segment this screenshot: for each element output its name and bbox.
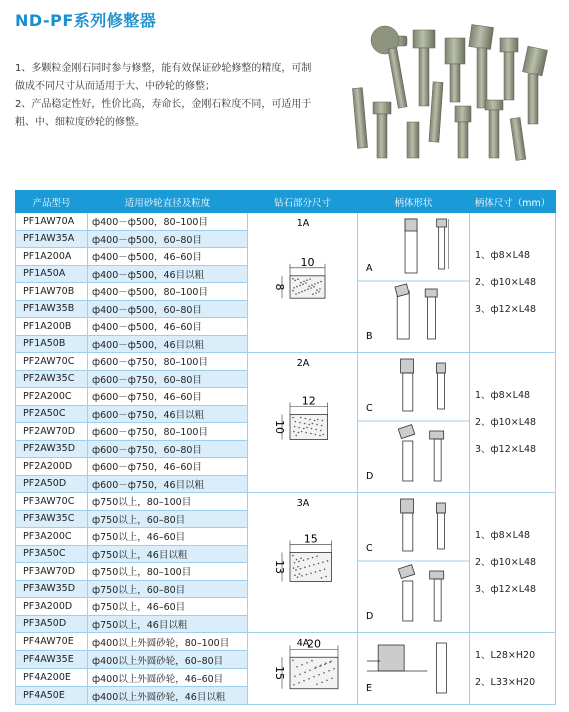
diamond-grain: [296, 559, 298, 561]
handle-drawing-C: [366, 499, 445, 554]
diamond-grain: [326, 679, 328, 681]
diamond-grain: [318, 674, 320, 676]
model-cell: PF3AW70D: [16, 563, 88, 581]
model-cell: PF4A50E: [16, 687, 88, 705]
handle-size-cell: [470, 633, 556, 705]
diamond-grain: [299, 673, 301, 675]
handle-label: B: [366, 331, 373, 342]
diamond-grain: [317, 419, 319, 421]
diamond-grain: [323, 672, 325, 674]
diamond-grain: [298, 682, 300, 684]
diamond-grain: [310, 287, 312, 289]
diamond-grain: [330, 660, 332, 662]
model-cell: PF2AW35D: [16, 440, 88, 458]
model-cell: PF2AW70C: [16, 353, 88, 371]
handle-size: 3、ф12×L48: [475, 304, 537, 315]
diamond-grain: [322, 561, 324, 563]
diamond-grain: [296, 286, 298, 288]
model-cell: PF1AW35B: [16, 300, 88, 318]
diamond-grain: [313, 676, 315, 678]
grit-cell: ф600－ф750，80–100目: [88, 423, 248, 441]
diamond-grain: [292, 659, 294, 661]
diamond-grain: [309, 419, 311, 421]
diamond-grain: [313, 286, 315, 288]
diamond-size-cell: [248, 633, 358, 705]
handle-drawings: [358, 633, 470, 701]
model-cell: PF3A200D: [16, 598, 88, 616]
diamond-grain: [306, 662, 308, 664]
diamond-grain: [310, 572, 312, 574]
diamond-grain: [294, 280, 296, 282]
diamond-grain: [316, 289, 318, 291]
diamond-grain: [309, 669, 311, 671]
diamond-grain: [309, 278, 311, 280]
diamond-grain: [311, 284, 313, 286]
diamond-type-label: 2A: [296, 358, 310, 369]
model-cell: PF2A50D: [16, 475, 88, 493]
diamond-grain: [314, 420, 316, 422]
diamond-grain: [300, 282, 302, 284]
handle-drawings: [358, 493, 470, 629]
diamond-grain: [309, 565, 311, 567]
diamond-grain: [303, 680, 305, 682]
model-cell: PF2A200C: [16, 388, 88, 406]
grit-cell: ф400－ф500，60–80目: [88, 300, 248, 318]
handle-size: 1、L28×H20: [475, 649, 536, 661]
diamond-grain: [307, 288, 309, 290]
diamond-grain: [317, 282, 319, 284]
diamond-grain: [304, 290, 306, 292]
diamond-grain: [301, 575, 303, 577]
grit-cell: ф750以上，80–100目: [88, 493, 248, 511]
grit-cell: ф600－ф750，46目以粗: [88, 475, 248, 493]
diamond-grain: [322, 420, 324, 422]
diamond-block: [290, 553, 332, 582]
diamond-grain: [303, 559, 305, 561]
diamond-grain: [293, 567, 295, 569]
diamond-size-cell: [248, 493, 358, 633]
grit-cell: ф750以上，46–60目: [88, 528, 248, 546]
diamond-grain: [304, 567, 306, 569]
diamond-grain: [299, 285, 301, 287]
diamond-grain: [295, 435, 297, 437]
handle-size: 3、ф12×L48: [475, 444, 537, 455]
grit-cell: ф400以上外圆砂轮，60–80目: [88, 651, 248, 669]
diamond-grain: [304, 423, 306, 425]
handle-size: 1、ф8×L48: [475, 530, 531, 541]
diamond-grain: [327, 560, 329, 562]
diamond-grain: [292, 555, 294, 557]
diamond-grain: [300, 417, 302, 419]
grit-cell: ф750以上，60–80目: [88, 510, 248, 528]
diamond-grain: [295, 421, 297, 423]
diamond-grain: [315, 666, 317, 668]
diamond-grain: [297, 576, 299, 578]
header-handle-size: 柄体尺寸（mm）: [470, 191, 556, 213]
diamond-grain: [295, 293, 297, 295]
handle-size-cell: [470, 353, 556, 493]
diamond-grain: [312, 557, 314, 559]
table-header: [16, 191, 556, 213]
diamond-grain: [306, 427, 308, 429]
diamond-grain: [316, 555, 318, 557]
diamond-width-label: 12: [301, 394, 316, 408]
diamond-width-label: 10: [300, 255, 315, 269]
diamond-grain: [297, 566, 299, 568]
grit-cell: ф400－ф500，46–60目: [88, 318, 248, 336]
diamond-type-label: 3A: [296, 498, 310, 509]
diamond-grain: [305, 418, 307, 420]
diamond-width-label: 20: [307, 637, 321, 651]
handle-drawing-D: [358, 561, 470, 622]
grit-cell: ф400－ф500，60–80目: [88, 230, 248, 248]
diamond-grain: [294, 426, 296, 428]
grit-cell: ф600－ф750，46–60目: [88, 458, 248, 476]
handle-drawings: [358, 353, 470, 489]
diamond-grain: [306, 574, 308, 576]
page-title: ND-PF系列修整器: [15, 11, 157, 30]
diamond-grain: [301, 291, 303, 293]
handle-drawing-E: [366, 643, 446, 694]
diamond-height-label: 13: [273, 560, 286, 574]
diamond-grain: [322, 434, 324, 436]
diamond-height-label: 15: [273, 666, 286, 680]
model-cell: PF4A200E: [16, 669, 88, 687]
handle-shape-cell: [358, 213, 470, 353]
diamond-grain: [321, 577, 323, 579]
diamond-grain: [296, 666, 298, 668]
handle-size-cell: [470, 213, 556, 353]
diamond-grain: [324, 569, 326, 571]
diamond-grain: [315, 434, 317, 436]
handle-label: C: [366, 403, 373, 414]
handle-size: 1、ф8×L48: [475, 250, 531, 261]
diamond-grain: [311, 660, 313, 662]
header-model: 产品型号: [16, 191, 88, 213]
grit-cell: ф750以上，46目以粗: [88, 545, 248, 563]
diamond-grain: [297, 278, 299, 280]
table-row: [16, 493, 556, 511]
table-row: [16, 213, 556, 231]
diamond-grain: [311, 428, 313, 430]
model-cell: PF3AW35D: [16, 580, 88, 598]
diamond-grain: [298, 292, 300, 294]
intro-line-2: 2、产品稳定性好，性价比高，寿命长，金刚石粒度不同，可适用于粗、中、细粒度砂轮的修整。: [15, 99, 312, 128]
diamond-grain: [304, 671, 306, 673]
diamond-block-drawing: [248, 353, 358, 489]
grit-cell: ф750以上，46–60目: [88, 598, 248, 616]
diamond-grain: [331, 677, 333, 679]
diamond-grain: [293, 431, 295, 433]
model-cell: PF1AW35A: [16, 230, 88, 248]
handle-drawing-C: [366, 359, 445, 414]
diamond-block-drawing: [248, 633, 358, 701]
diamond-grain: [318, 563, 320, 565]
diamond-grain: [313, 564, 315, 566]
diamond-grain: [319, 435, 321, 437]
diamond-grain: [315, 429, 317, 431]
diamond-grain: [306, 279, 308, 281]
diamond-block-drawing: [248, 213, 358, 349]
diamond-block-drawing: [248, 493, 358, 629]
diamond-grain: [292, 417, 294, 419]
grit-cell: ф400－ф500，46–60目: [88, 248, 248, 266]
diamond-grain: [325, 576, 327, 578]
diamond-grain: [293, 684, 295, 686]
grit-cell: ф400－ф500，80–100目: [88, 213, 248, 231]
diamond-grain: [320, 281, 322, 283]
header-handle-shape: 柄体形状: [358, 191, 470, 213]
grit-cell: ф400－ф500，80–100目: [88, 283, 248, 301]
diamond-grain: [325, 662, 327, 664]
handle-label: C: [366, 543, 373, 554]
diamond-grain: [294, 574, 296, 576]
grit-cell: ф400以上外圆砂轮，80–100目: [88, 633, 248, 651]
diamond-grain: [328, 670, 330, 672]
diamond-grain: [312, 293, 314, 295]
handle-size: 3、ф12×L48: [475, 584, 537, 595]
grit-cell: ф600－ф750，80–100目: [88, 353, 248, 371]
diamond-type-label: 4A: [296, 638, 310, 649]
model-cell: PF3A200C: [16, 528, 88, 546]
diamond-grain: [301, 664, 303, 666]
diamond-grain: [316, 683, 318, 685]
header-diamond-size: 钻石部分尺寸: [248, 191, 358, 213]
header-grit: 适用砂轮直径及粒度: [88, 191, 248, 213]
grit-cell: ф600－ф750，46目以粗: [88, 405, 248, 423]
model-cell: PF2A200D: [16, 458, 88, 476]
model-cell: PF1A200B: [16, 318, 88, 336]
handle-size: 1、ф8×L48: [475, 390, 531, 401]
handle-shape-cell: [358, 353, 470, 493]
diamond-grain: [318, 291, 320, 293]
model-cell: PF1AW70A: [16, 213, 88, 231]
product-table: [15, 190, 556, 705]
diamond-grain: [294, 562, 296, 564]
diamond-grain: [321, 681, 323, 683]
handle-size: 2、ф10×L48: [475, 417, 537, 428]
handle-drawings: [358, 213, 470, 349]
model-cell: PF4AW70E: [16, 633, 88, 651]
diamond-type-label: 1A: [296, 218, 310, 229]
diamond-grain: [300, 568, 302, 570]
grit-cell: ф400以上外圆砂轮，46–60目: [88, 669, 248, 687]
diamond-size-cell: [248, 353, 358, 493]
diamond-grain: [320, 664, 322, 666]
diamond-grain: [303, 428, 305, 430]
diamond-height-label: 8: [273, 283, 286, 291]
diamond-grain: [298, 561, 300, 563]
handle-size-cell: [470, 493, 556, 633]
diamond-grain: [321, 425, 323, 427]
diamond-grain: [315, 571, 317, 573]
diamond-grain: [319, 570, 321, 572]
grit-cell: ф600－ф750，60–80目: [88, 440, 248, 458]
diamond-grain: [310, 433, 312, 435]
diamond-grain: [307, 558, 309, 560]
diamond-grain: [305, 282, 307, 284]
intro-line-1: 1、多颗粒金刚石同时参与修整，能有效保证砂轮修整的精度，可制做成不同尺寸从而适用于大、中砂轮的修整；: [15, 63, 312, 92]
diamond-block: [290, 276, 325, 298]
diamond-grain: [316, 424, 318, 426]
diamond-grain: [299, 573, 301, 575]
grit-cell: ф400－ф500，46目以粗: [88, 265, 248, 283]
diamond-grain: [303, 281, 305, 283]
diamond-grain: [302, 283, 304, 285]
model-cell: PF2A50C: [16, 405, 88, 423]
diamond-grain: [300, 557, 302, 559]
model-cell: PF1A50B: [16, 335, 88, 353]
model-cell: PF3AW70C: [16, 493, 88, 511]
grit-cell: ф600－ф750，46–60目: [88, 388, 248, 406]
model-cell: PF1A50A: [16, 265, 88, 283]
diamond-grain: [295, 569, 297, 571]
product-photo: [335, 18, 557, 168]
diamond-grain: [314, 283, 316, 285]
handle-drawing-B: [358, 281, 470, 342]
grit-cell: ф400－ф500，46目以粗: [88, 335, 248, 353]
table-row: [16, 353, 556, 371]
handle-drawing-A: [366, 219, 449, 274]
handle-shape-cell: [358, 633, 470, 705]
diamond-grain: [294, 675, 296, 677]
diamond-grain: [298, 427, 300, 429]
diamond-grain: [301, 431, 303, 433]
model-cell: PF3A50C: [16, 545, 88, 563]
grit-cell: ф600－ф750，60–80目: [88, 370, 248, 388]
handle-label: A: [366, 263, 373, 274]
diamond-grain: [315, 292, 317, 294]
model-cell: PF2AW35C: [16, 370, 88, 388]
diamond-grain: [312, 423, 314, 425]
model-cell: PF1AW70B: [16, 283, 88, 301]
handle-size: 2、ф10×L48: [475, 277, 537, 288]
handle-shape-cell: [358, 493, 470, 633]
model-cell: PF3A50D: [16, 615, 88, 633]
grit-cell: ф750以上，60–80目: [88, 580, 248, 598]
handle-label: D: [366, 471, 374, 482]
table-row: [16, 633, 556, 651]
handle-size: 2、L33×H20: [475, 676, 536, 688]
diamond-grain: [308, 424, 310, 426]
diamond-width-label: 15: [303, 532, 318, 546]
grit-cell: ф750以上，80–100目: [88, 563, 248, 581]
diamond-size-cell: [248, 213, 358, 353]
diamond-grain: [333, 668, 335, 670]
diamond-grain: [292, 290, 294, 292]
diamond-grain: [308, 286, 310, 288]
diamond-grain: [319, 288, 321, 290]
diamond-grain: [299, 422, 301, 424]
diamond-grain: [293, 287, 295, 289]
diamond-grain: [308, 678, 310, 680]
model-cell: PF3AW35C: [16, 510, 88, 528]
diamond-grain: [305, 432, 307, 434]
diamond-height-label: 10: [273, 420, 286, 434]
handle-drawing-D: [358, 421, 470, 482]
diamond-grain: [292, 278, 294, 280]
model-cell: PF1A200A: [16, 248, 88, 266]
handle-size: 2、ф10×L48: [475, 557, 537, 568]
grit-cell: ф750以上，46目以粗: [88, 615, 248, 633]
diamond-grain: [298, 432, 300, 434]
diamond-grain: [320, 430, 322, 432]
model-cell: PF4AW35E: [16, 651, 88, 669]
handle-label: D: [366, 611, 374, 622]
model-cell: PF2AW70D: [16, 423, 88, 441]
intro-text: [15, 60, 320, 132]
handle-label: E: [366, 683, 373, 694]
grit-cell: ф400以上外圆砂轮，46目以粗: [88, 687, 248, 705]
